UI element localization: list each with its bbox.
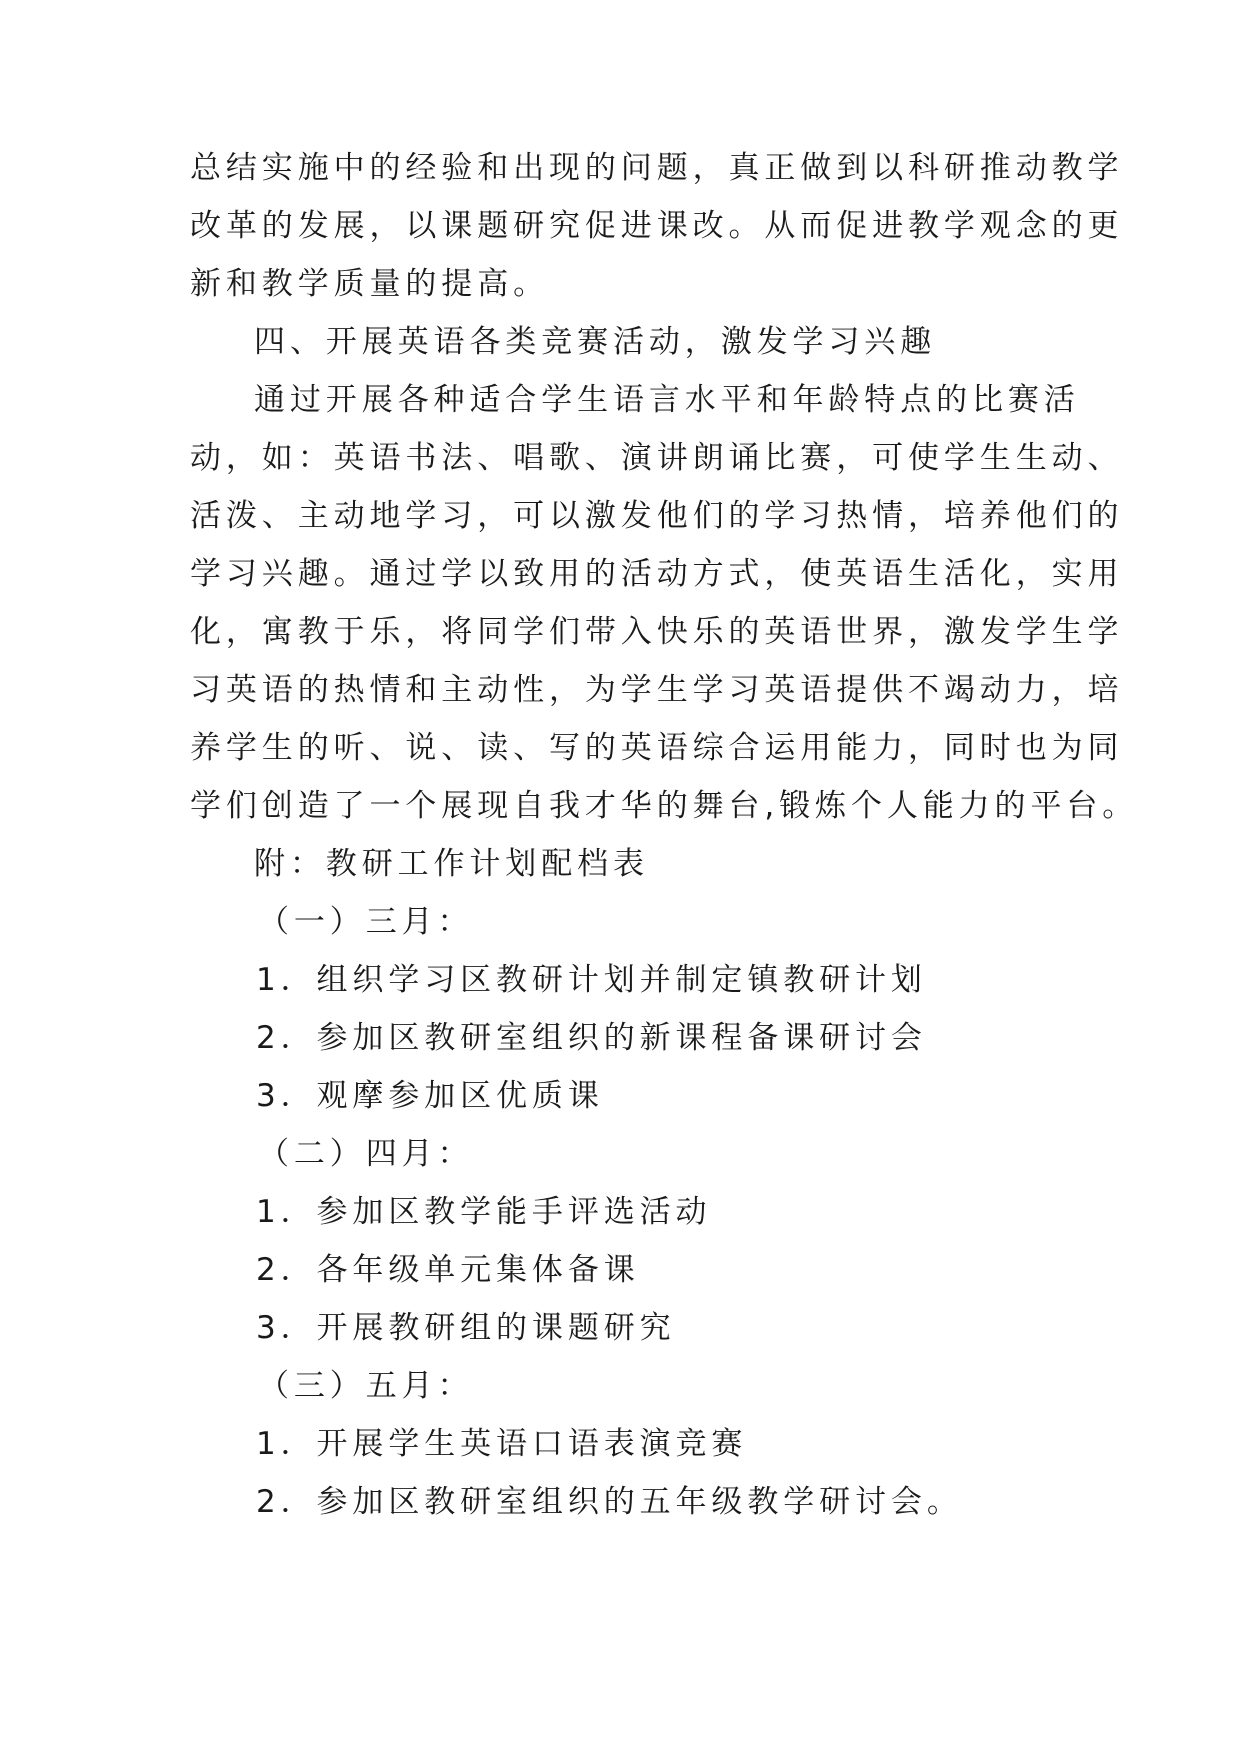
body-text-line: 学们创造了一个展现自我才华的舞台,锻炼个人能力的平台。 xyxy=(190,788,1139,824)
list-item: 1．开展学生英语口语表演竞赛 xyxy=(256,1426,748,1462)
body-text-line: 活泼、主动地学习，可以激发他们的学习热情，培养他们的 xyxy=(190,498,1124,534)
month-heading-april: （二）四月： xyxy=(258,1136,474,1172)
body-text-line: 动，如：英语书法、唱歌、演讲朗诵比赛，可使学生生动、 xyxy=(190,440,1124,476)
body-text-line: 通过开展各种适合学生语言水平和年龄特点的比赛活 xyxy=(254,382,1080,418)
body-text-line: 学习兴趣。通过学以致用的活动方式，使英语生活化，实用 xyxy=(190,556,1124,592)
list-item: 2．参加区教研室组织的五年级教学研讨会。 xyxy=(256,1484,963,1520)
list-item: 2．各年级单元集体备课 xyxy=(256,1252,640,1288)
list-item: 3．开展教研组的课题研究 xyxy=(256,1310,676,1346)
body-text-line: 新和教学质量的提高。 xyxy=(190,266,549,302)
body-text-line: 总结实施中的经验和出现的问题，真正做到以科研推动教学 xyxy=(190,150,1124,186)
list-item: 1．组织学习区教研计划并制定镇教研计划 xyxy=(256,962,927,998)
appendix-heading: 附：教研工作计划配档表 xyxy=(254,846,649,882)
body-text-line: 习英语的热情和主动性，为学生学习英语提供不竭动力，培 xyxy=(190,672,1124,708)
body-text-line: 改革的发展，以课题研究促进课改。从而促进教学观念的更 xyxy=(190,208,1124,244)
list-item: 1．参加区教学能手评选活动 xyxy=(256,1194,712,1230)
section-heading: 四、开展英语各类竞赛活动，激发学习兴趣 xyxy=(254,324,937,360)
body-text-line: 化，寓教于乐，将同学们带入快乐的英语世界，激发学生学 xyxy=(190,614,1124,650)
month-heading-march: （一）三月： xyxy=(258,904,474,940)
list-item: 3．观摩参加区优质课 xyxy=(256,1078,604,1114)
body-text-line: 养学生的听、说、读、写的英语综合运用能力，同时也为同 xyxy=(190,730,1124,766)
list-item: 2．参加区教研室组织的新课程备课研讨会 xyxy=(256,1020,927,1056)
month-heading-may: （三）五月： xyxy=(258,1368,474,1404)
